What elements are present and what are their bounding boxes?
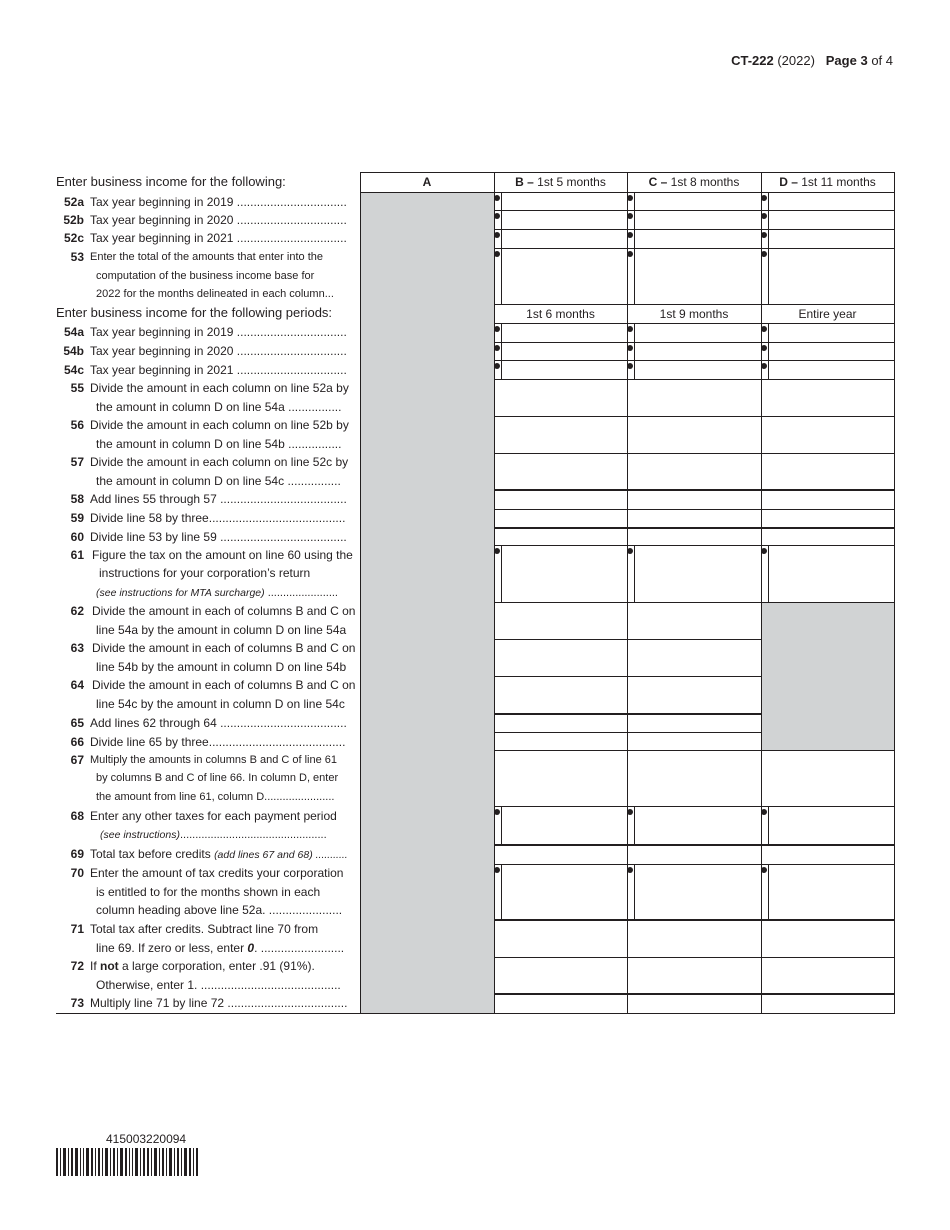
- line-52a-label: 52a Tax year beginning in 2019 .................................: [63, 194, 347, 209]
- line-71-d-field[interactable]: [761, 920, 894, 957]
- column-d-header: D – 1st 11 months: [761, 173, 894, 193]
- line-52b-c-field[interactable]: [627, 211, 761, 229]
- line-59-c-field[interactable]: [627, 509, 761, 527]
- line-60-c-field[interactable]: [627, 528, 761, 546]
- line-52b-b-field[interactable]: [494, 211, 627, 229]
- line-64-b-field[interactable]: [494, 676, 627, 714]
- line-69-b-field[interactable]: [494, 845, 627, 864]
- line-58-d-field[interactable]: [761, 490, 894, 509]
- line-57-c-field[interactable]: [627, 453, 761, 490]
- line-57-label: 57 Divide the amount in each column on line 52c by the amount in column D on line 54c ................: [70, 455, 349, 488]
- line-70-label: 70 Enter the amount of tax credits your corporation is entitled to for the months shown in each column heading above line 52a. ......................: [70, 866, 344, 918]
- line-62-b-field[interactable]: [494, 602, 627, 639]
- line-54c-c-field[interactable]: [627, 361, 761, 379]
- line-56-d-field[interactable]: [761, 416, 894, 453]
- column-a-header: A: [360, 173, 494, 193]
- line-68-label: 68 Enter any other taxes for each payment period (see instructions)................................................: [70, 808, 337, 842]
- line-52a-c-field[interactable]: [627, 193, 761, 211]
- line-63-c-field[interactable]: [627, 639, 761, 676]
- line-73-label: 73 Multiply line 71 by line 72 ....................................: [56, 994, 360, 1013]
- line-54a-d-field[interactable]: [761, 323, 894, 342]
- line-56-c-field[interactable]: [627, 416, 761, 453]
- line-69-label: 69 Total tax before credits (add lines 67 and 68) ...........: [70, 846, 348, 861]
- line-69-c-field[interactable]: [627, 845, 761, 864]
- line-52c-d-field[interactable]: [761, 229, 894, 248]
- line-68-d-field[interactable]: [761, 807, 894, 845]
- line-65-b-field[interactable]: [494, 714, 627, 732]
- column-b-subheader: 1st 6 months: [494, 304, 627, 323]
- line-54b-label: 54b Tax year beginning in 2020 .................................: [63, 344, 347, 359]
- line-61-b-field[interactable]: [494, 546, 627, 602]
- section-2-heading: Enter business income for the following periods:: [56, 305, 333, 321]
- line-62-66-d-shaded: [761, 602, 894, 751]
- line-68-c-field[interactable]: [627, 807, 761, 845]
- form-table: [56, 172, 895, 1014]
- line-71-label: 71 Total tax after credits. Subtract line 70 from line 69. If zero or less, enter 0. .........................: [70, 922, 345, 955]
- line-60-label: 60 Divide line 53 by line 59 ......................................: [70, 529, 347, 544]
- line-71-b-field[interactable]: [494, 920, 627, 957]
- line-53-label: 53 Enter the total of the amounts that enter into the computation of the business income base for 2022 for the months delineated in each column...: [70, 250, 334, 301]
- line-64-c-field[interactable]: [627, 676, 761, 714]
- line-52a-b-field[interactable]: [494, 193, 627, 211]
- line-67-b-field[interactable]: [494, 751, 627, 807]
- line-65-label: 65 Add lines 62 through 64 ......................................: [70, 716, 347, 731]
- line-54a-b-field[interactable]: [494, 323, 627, 342]
- column-d-subheader: Entire year: [761, 304, 894, 323]
- line-53-d-field[interactable]: [761, 248, 894, 304]
- line-58-b-field[interactable]: [494, 490, 627, 509]
- line-69-d-field[interactable]: [761, 845, 894, 864]
- line-55-label: 55 Divide the amount in each column on line 52a by the amount in column D on line 54a ................: [70, 381, 349, 414]
- form-id: CT-222: [731, 53, 774, 68]
- line-53-c-field[interactable]: [627, 248, 761, 304]
- line-54a-c-field[interactable]: [627, 323, 761, 342]
- column-c-header: C – 1st 8 months: [627, 173, 761, 193]
- line-52b-label: 52b Tax year beginning in 2020 .................................: [63, 212, 347, 227]
- line-68-b-field[interactable]: [494, 807, 627, 845]
- line-73-d-field[interactable]: [761, 994, 894, 1013]
- page-label: Page 3: [825, 53, 868, 68]
- section-1-heading: Enter business income for the following:: [56, 173, 286, 189]
- line-63-b-field[interactable]: [494, 639, 627, 676]
- line-66-b-field[interactable]: [494, 733, 627, 751]
- line-59-d-field[interactable]: [761, 509, 894, 527]
- line-54c-label: 54c Tax year beginning in 2021 .................................: [63, 362, 347, 377]
- line-54b-c-field[interactable]: [627, 342, 761, 360]
- page-header: [731, 53, 893, 68]
- line-52c-label: 52c Tax year beginning in 2021 .................................: [63, 231, 347, 246]
- line-52b-d-field[interactable]: [761, 211, 894, 229]
- line-54a-label: 54a Tax year beginning in 2019 .................................: [63, 325, 347, 340]
- line-72-b-field[interactable]: [494, 957, 627, 994]
- line-61-c-field[interactable]: [627, 546, 761, 602]
- barcode: [56, 1132, 200, 1176]
- line-65-c-field[interactable]: [627, 714, 761, 732]
- line-70-c-field[interactable]: [627, 864, 761, 920]
- line-58-c-field[interactable]: [627, 490, 761, 509]
- barcode-number: 415003220094: [106, 1132, 187, 1146]
- line-66-label: 66 Divide line 65 by three.........................................: [70, 734, 346, 749]
- line-61-d-field[interactable]: [761, 546, 894, 602]
- line-57-b-field[interactable]: [494, 453, 627, 490]
- line-55-d-field[interactable]: [761, 379, 894, 416]
- line-57-d-field[interactable]: [761, 453, 894, 490]
- line-52c-c-field[interactable]: [627, 229, 761, 248]
- line-53-b-field[interactable]: [494, 248, 627, 304]
- line-52c-b-field[interactable]: [494, 229, 627, 248]
- line-59-label: 59 Divide line 58 by three.........................................: [70, 511, 346, 526]
- line-55-c-field[interactable]: [627, 379, 761, 416]
- column-a-shaded: [360, 193, 494, 1014]
- line-70-d-field[interactable]: [761, 864, 894, 920]
- line-67-d-field[interactable]: [761, 751, 894, 807]
- page-of: of 4: [871, 53, 893, 68]
- line-52a-d-field[interactable]: [761, 193, 894, 211]
- line-72-c-field[interactable]: [627, 957, 761, 994]
- line-73-b-field[interactable]: [494, 994, 627, 1013]
- line-72-label: 72 If not a large corporation, enter .91 (91%). Otherwise, enter 1. ..........................................: [70, 959, 341, 992]
- line-54c-d-field[interactable]: [761, 361, 894, 379]
- line-59-b-field[interactable]: [494, 509, 627, 527]
- column-c-subheader: 1st 9 months: [627, 304, 761, 323]
- line-62-c-field[interactable]: [627, 602, 761, 639]
- line-66-c-field[interactable]: [627, 733, 761, 751]
- tax-computation-form: [56, 172, 894, 1014]
- line-54b-b-field[interactable]: [494, 342, 627, 360]
- line-56-b-field[interactable]: [494, 416, 627, 453]
- line-67-label: 67 Multiply the amounts in columns B and C of line 61 by columns B and C of line 66. In column D, enter the amount from line 61, column D.......................: [70, 752, 339, 803]
- line-54c-b-field[interactable]: [494, 361, 627, 379]
- line-72-d-field[interactable]: [761, 957, 894, 994]
- line-71-c-field[interactable]: [627, 920, 761, 957]
- line-58-label: 58 Add lines 55 through 57 ......................................: [70, 492, 347, 507]
- line-62-label: 62 Divide the amount in each of columns B and C on line 54a by the amount in column D on line 54a: [70, 604, 356, 637]
- form-year: (2022): [777, 53, 815, 68]
- line-64-label: 64 Divide the amount in each of columns B and C on line 54c by the amount in column D on line 54c: [70, 678, 356, 711]
- line-55-b-field[interactable]: [494, 379, 627, 416]
- line-60-d-field[interactable]: [761, 528, 894, 546]
- line-70-b-field[interactable]: [494, 864, 627, 920]
- line-54b-d-field[interactable]: [761, 342, 894, 360]
- column-b-header: B – 1st 5 months: [494, 173, 627, 193]
- line-73-c-field[interactable]: [627, 994, 761, 1013]
- barcode-bars: [56, 1148, 200, 1176]
- line-63-label: 63 Divide the amount in each of columns B and C on line 54b by the amount in column D on line 54b: [70, 641, 356, 674]
- line-60-b-field[interactable]: [494, 528, 627, 546]
- line-67-c-field[interactable]: [627, 751, 761, 807]
- line-56-label: 56 Divide the amount in each column on line 52b by the amount in column D on line 54b ................: [70, 418, 349, 451]
- line-61-label: 61 Figure the tax on the amount on line 60 using the instructions for your corporation’s return (see instructions for MTA surcharge) .......................: [70, 547, 353, 599]
